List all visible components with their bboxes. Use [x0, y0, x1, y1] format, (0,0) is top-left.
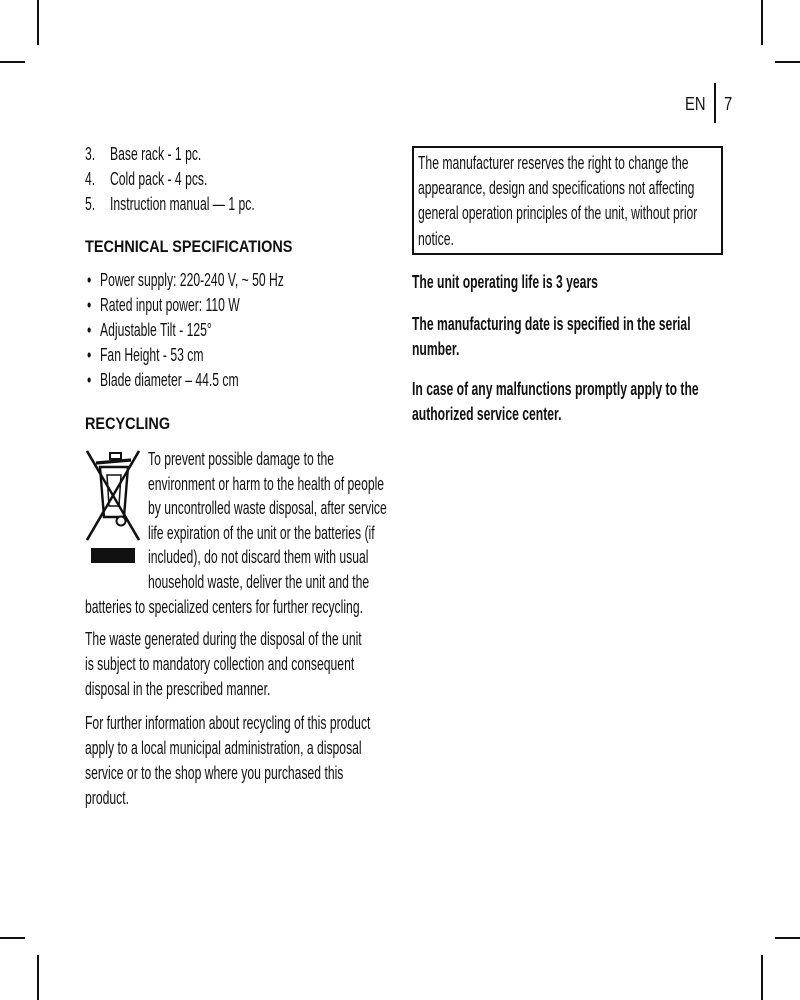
spec-list-item: [85, 295, 397, 315]
crop-mark-bottom-right-horizontal: [775, 937, 800, 939]
paragraph-line: batteries to specialized centers for further recycling.: [85, 597, 363, 617]
spec-text: Adjustable Tilt - 125°: [100, 320, 212, 340]
paragraph-line: service or to the shop where you purchased this: [85, 763, 344, 783]
crop-mark-top-left-vertical: [37, 0, 39, 45]
crop-mark-bottom-left-vertical: [37, 955, 39, 1000]
recycling-paragraph: [85, 449, 397, 617]
manufacturing-date-statement: [412, 314, 724, 359]
crop-mark-top-left-horizontal: [0, 61, 25, 63]
crop-mark-bottom-left-horizontal: [0, 937, 25, 939]
list-item-text: Instruction manual — 1 pc.: [110, 194, 255, 214]
paragraph-line: apply to a local municipal administration, a disposal: [85, 738, 362, 758]
operating-life-statement: [412, 272, 724, 292]
list-item-text: Cold pack - 4 pcs.: [110, 169, 208, 189]
bullet: •: [87, 345, 92, 365]
statement-line: In case of any malfunctions promptly apply to the: [412, 379, 699, 399]
page-number: 7: [724, 94, 733, 114]
statement-line: authorized service center.: [412, 404, 562, 424]
paragraph-line: is subject to mandatory collection and consequent: [85, 654, 355, 674]
statement-line: The manufacturing date is specified in the serial: [412, 314, 691, 334]
list-item: [85, 144, 397, 164]
paragraph-line: product.: [85, 788, 129, 808]
paragraph-line: disposal in the prescribed manner.: [85, 679, 271, 699]
list-item-number: 3.: [85, 144, 96, 164]
malfunctions-statement: [412, 379, 724, 424]
list-item-number: 5.: [85, 194, 96, 214]
spec-text: Power supply: 220-240 V, ~ 50 Hz: [100, 270, 284, 290]
notice-line: The manufacturer reserves the right to change the: [418, 153, 689, 173]
statement-line: The unit operating life is 3 years: [412, 272, 598, 292]
list-item-number: 4.: [85, 169, 96, 189]
spec-text: Rated input power: 110 W: [100, 295, 240, 315]
crop-mark-top-right-horizontal: [775, 61, 800, 63]
list-item-text: Base rack - 1 pc.: [110, 144, 202, 164]
paragraph-line: To prevent possible damage to the: [148, 449, 335, 469]
statement-line: number.: [412, 339, 460, 359]
header-divider: [714, 83, 716, 123]
page-header: [680, 80, 740, 125]
spec-list-item: [85, 270, 397, 290]
list-item: [85, 169, 397, 189]
paragraph-line: The waste generated during the disposal of the unit: [85, 629, 362, 649]
paragraph-line: by uncontrolled waste disposal, after service: [148, 498, 387, 518]
notice-line: appearance, design and specifications not affecting: [418, 178, 695, 198]
technical-specifications-section: [85, 235, 397, 395]
bullet: •: [87, 370, 92, 390]
spec-list-item: [85, 370, 397, 390]
notice-box: [412, 146, 723, 255]
notice-line: general operation principles of the unit, without prior: [418, 203, 698, 223]
paragraph-line: household waste, deliver the unit and the: [148, 572, 370, 592]
spec-text: Blade diameter – 44.5 cm: [100, 370, 239, 390]
crop-mark-bottom-right-vertical: [761, 955, 763, 1000]
section-heading: TECHNICAL SPECIFICATIONS: [85, 237, 293, 256]
notice-line: notice.: [418, 229, 454, 249]
spec-list-item: [85, 345, 397, 365]
recycling-section: [85, 412, 397, 812]
list-item: [85, 194, 397, 214]
bullet: •: [87, 270, 92, 290]
paragraph-line: environment or harm to the health of people: [148, 474, 385, 494]
paragraph-line: For further information about recycling of this product: [85, 713, 371, 733]
bullet: •: [87, 295, 92, 315]
section-heading: RECYCLING: [85, 414, 171, 433]
crop-mark-top-right-vertical: [761, 0, 763, 45]
paragraph-line: included), do not discard them with usual: [148, 547, 369, 567]
recycling-paragraph: [85, 713, 397, 808]
right-column: [412, 140, 724, 430]
spec-text: Fan Height - 53 cm: [100, 345, 204, 365]
paragraph-line: life expiration of the unit or the batteries (if: [148, 523, 375, 543]
recycling-paragraph: [85, 629, 397, 699]
left-column: [85, 140, 397, 812]
language-code: EN: [685, 94, 706, 114]
spec-list-item: [85, 320, 397, 340]
bullet: •: [87, 320, 92, 340]
contents-list: [85, 140, 397, 220]
